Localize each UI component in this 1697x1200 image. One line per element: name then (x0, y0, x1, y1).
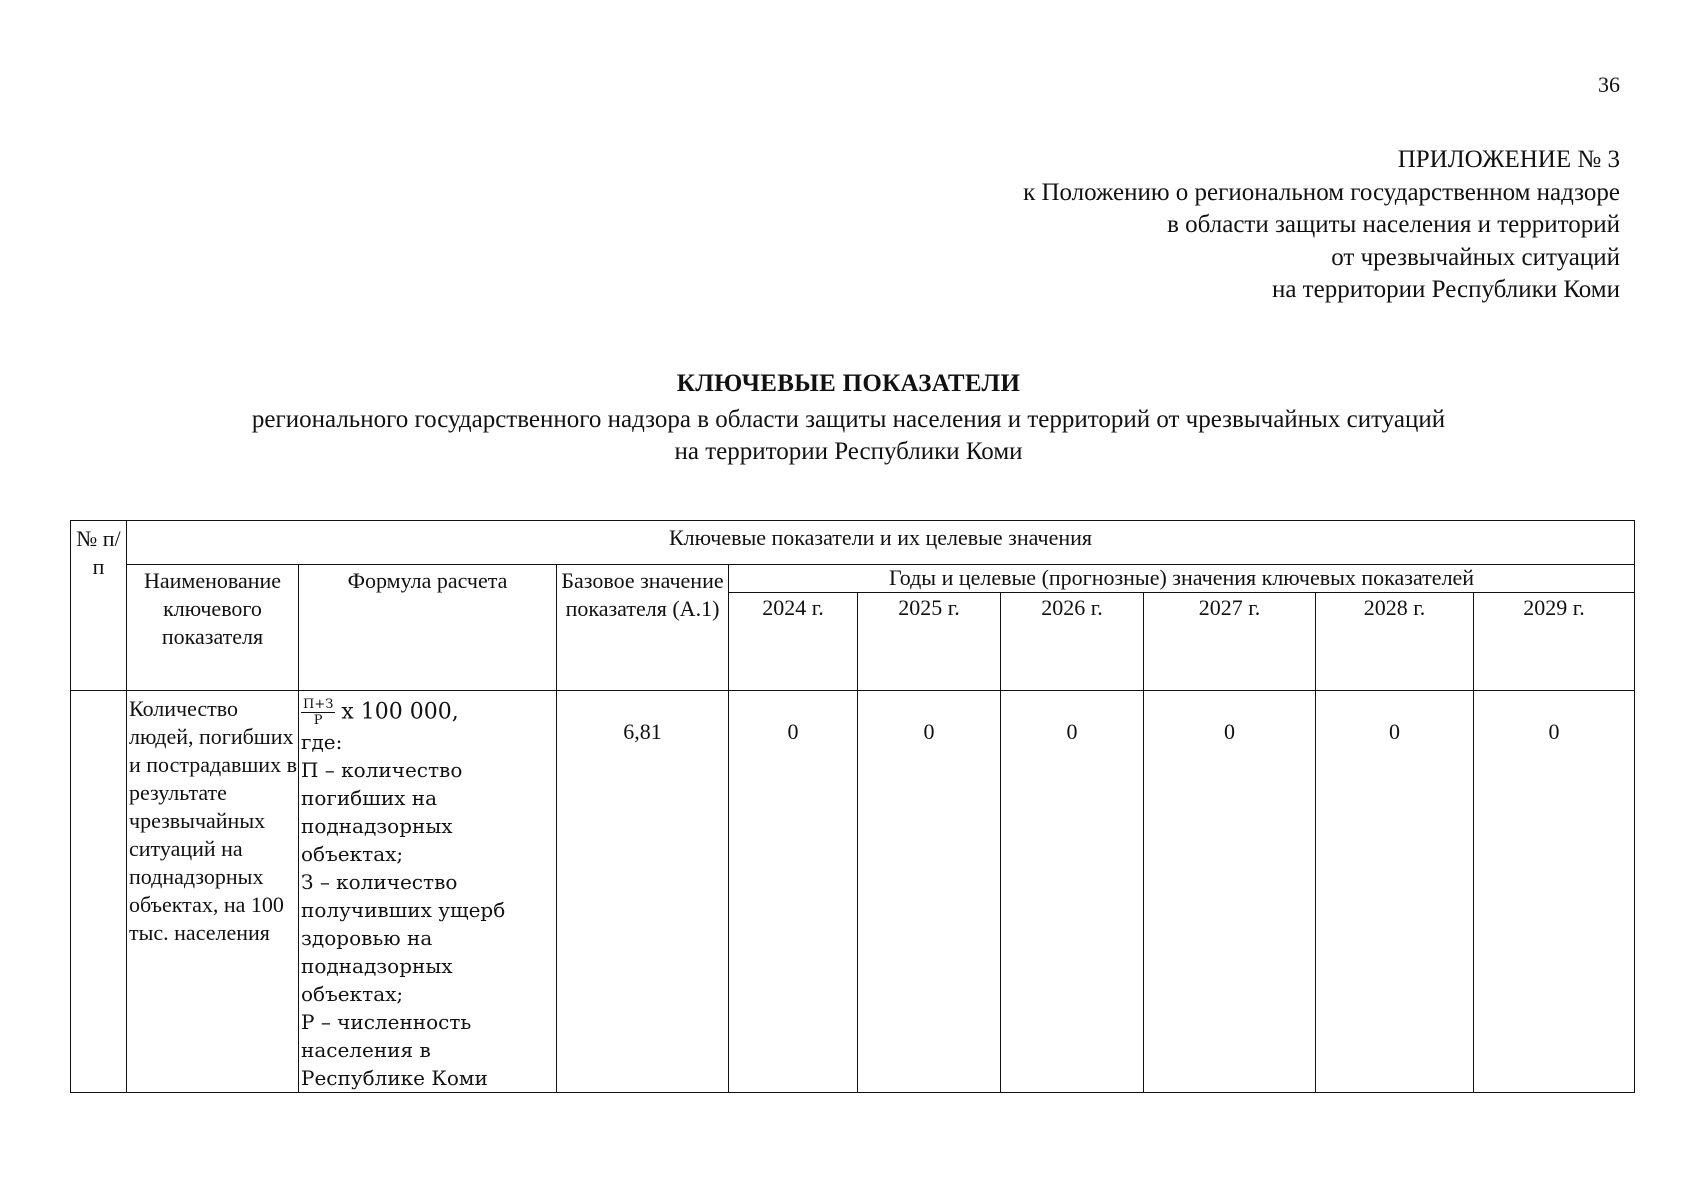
formula-fraction (301, 697, 335, 728)
appendix-header (820, 144, 1620, 307)
target-value: 0 (1144, 691, 1316, 1093)
col-header-year: 2027 г. (1144, 593, 1316, 691)
formula-legend-line: где: (301, 730, 343, 754)
col-header-main: Ключевые показатели и их целевые значения (127, 521, 1635, 565)
appendix-line: на территории Республики Коми (1271, 276, 1620, 303)
document-title: КЛЮЧЕВЫЕ ПОКАЗАТЕЛИ (676, 370, 1021, 397)
col-header-year: 2029 г. (1474, 593, 1635, 691)
formula-legend-line: П – количество погибших на поднадзорных объектах; (301, 758, 463, 866)
subtitle-line: на территории Республики Коми (674, 438, 1023, 465)
formula-multiplier: x 100 000, (341, 699, 459, 725)
appendix-line: от чрезвычайных ситуаций (1331, 243, 1620, 271)
formula-numerator: П+З (303, 697, 334, 712)
subtitle-line: регионального государственного надзора в области защиты населения и территорий от чрезвычайных ситуаций (251, 406, 1446, 433)
col-header-year: 2028 г. (1316, 593, 1474, 691)
formula-legend-line: Р – численность населения в Республике Коми (301, 1010, 488, 1090)
target-value: 0 (858, 691, 1001, 1093)
row-number (71, 691, 127, 1093)
appendix-line: ПРИЛОЖЕНИЕ № 3 (1397, 146, 1620, 173)
table-row (71, 691, 1635, 1093)
col-header-number: № п/п (71, 521, 127, 691)
col-header-name: Наименование ключевого показателя (127, 565, 299, 691)
formula-legend-line: З – количество получивших ущерб здоровью на поднадзорных объектах; (301, 870, 506, 1006)
col-header-year: 2025 г. (858, 593, 1001, 691)
target-value: 0 (729, 691, 858, 1093)
base-value: 6,81 (557, 691, 729, 1093)
target-value: 0 (1316, 691, 1474, 1093)
appendix-line: в области защиты населения и территорий (1167, 211, 1620, 238)
formula-denominator: Р (313, 713, 323, 728)
formula-expression (301, 697, 556, 728)
col-header-year: 2024 г. (729, 593, 858, 691)
target-value: 0 (1001, 691, 1144, 1093)
document-subtitle (0, 404, 1697, 468)
kpi-table (70, 520, 1635, 1093)
formula-cell (299, 691, 557, 1093)
page-number: 36 (1598, 72, 1620, 97)
col-header-years-group: Годы и целевые (прогнозные) значения ключевых показателей (729, 565, 1635, 593)
col-header-formula: Формула расчета (299, 565, 557, 691)
appendix-line: к Положению о региональном государственном надзоре (1023, 178, 1620, 206)
col-header-year: 2026 г. (1001, 593, 1144, 691)
indicator-name: Количество людей, погибших и пострадавших в результате чрезвычайных ситуаций на поднадзорных объектах, на 100 тыс. населения (127, 691, 299, 1093)
target-value: 0 (1474, 691, 1635, 1093)
col-header-base: Базовое значение показателя (А.1) (557, 565, 729, 691)
